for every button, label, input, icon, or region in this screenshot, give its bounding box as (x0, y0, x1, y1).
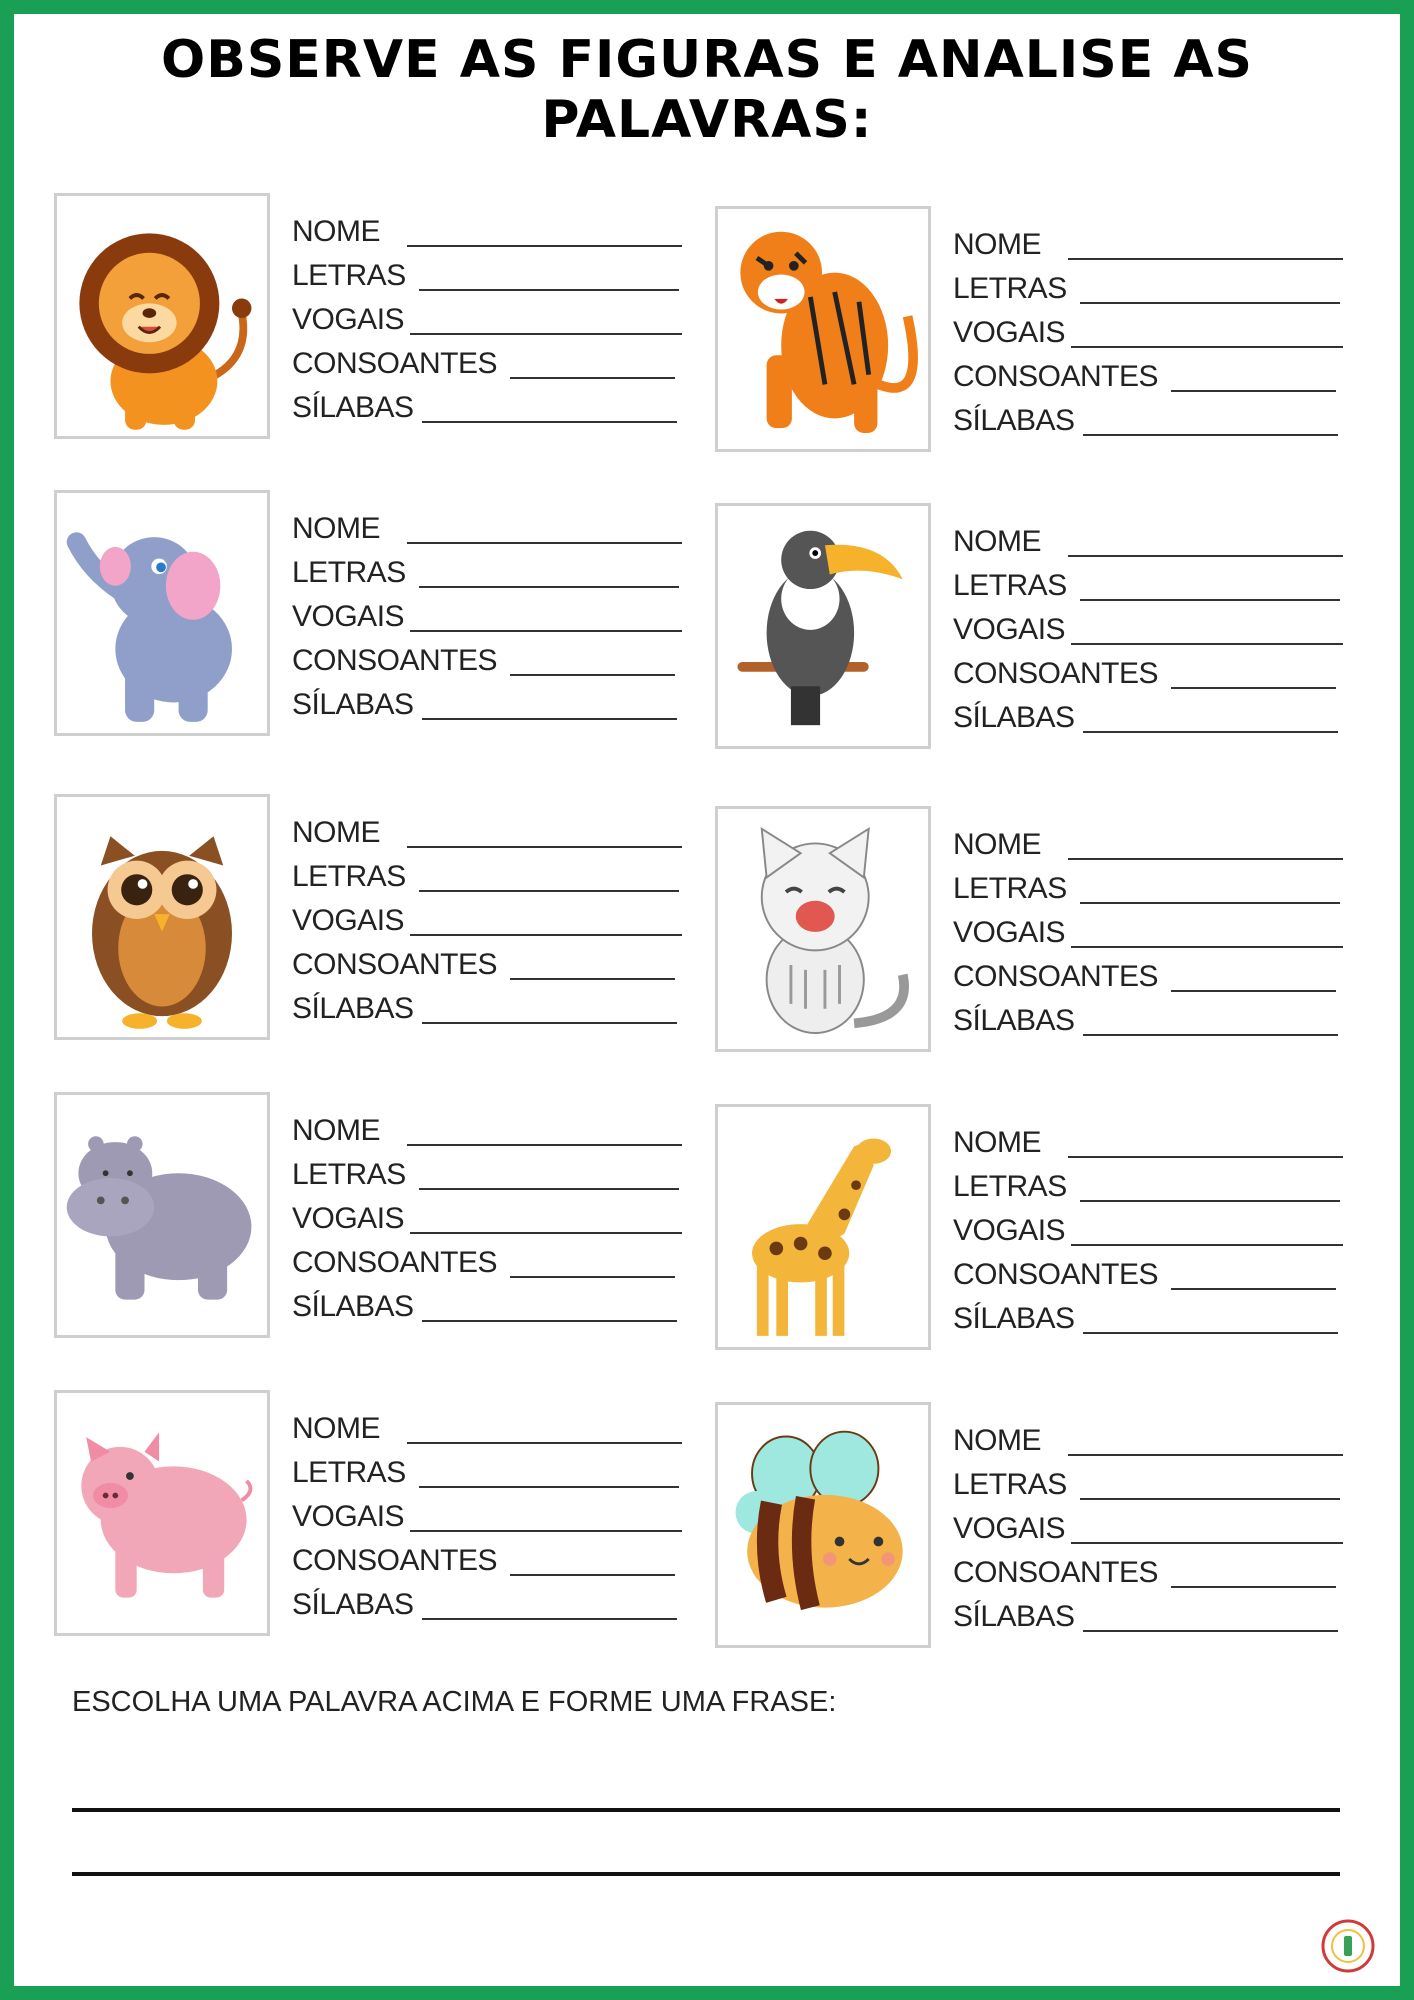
word-fields (953, 519, 1353, 739)
field-nome: NOME (292, 1406, 692, 1450)
word-fields (292, 810, 692, 1030)
field-nome: NOME (292, 810, 692, 854)
answer-line[interactable] (410, 630, 682, 632)
pig-icon (57, 1393, 267, 1633)
animal-picture (715, 1402, 931, 1648)
field-vogais: VOGAIS (292, 594, 692, 638)
field-consoantes: CONSOANTES (953, 954, 1353, 998)
answer-line[interactable] (410, 1232, 682, 1234)
sentence-line-1[interactable] (72, 1808, 1340, 1812)
sentence-line-2[interactable] (72, 1872, 1340, 1876)
answer-line[interactable] (1083, 1332, 1338, 1334)
field-silabas: SÍLABAS (292, 986, 692, 1030)
answer-line[interactable] (419, 890, 679, 892)
field-nome: NOME (953, 1418, 1353, 1462)
answer-line[interactable] (407, 846, 682, 848)
answer-line[interactable] (1080, 599, 1340, 601)
elephant-icon (57, 493, 267, 733)
animal-picture (54, 193, 270, 439)
animal-picture (715, 503, 931, 749)
answer-line[interactable] (422, 1022, 677, 1024)
giraffe-icon (718, 1107, 928, 1347)
field-letras: LETRAS (953, 866, 1353, 910)
answer-line[interactable] (1171, 990, 1336, 992)
answer-line[interactable] (510, 377, 675, 379)
tiger-icon (718, 209, 928, 449)
answer-line[interactable] (1068, 858, 1343, 860)
field-consoantes: CONSOANTES (953, 651, 1353, 695)
field-nome: NOME (953, 222, 1353, 266)
field-nome: NOME (953, 822, 1353, 866)
field-letras: LETRAS (953, 1462, 1353, 1506)
animal-picture (715, 806, 931, 1052)
word-fields (292, 1108, 692, 1328)
field-consoantes: CONSOANTES (953, 354, 1353, 398)
field-silabas: SÍLABAS (292, 385, 692, 429)
field-vogais: VOGAIS (953, 1506, 1353, 1550)
answer-line[interactable] (407, 542, 682, 544)
answer-line[interactable] (510, 1276, 675, 1278)
field-nome: NOME (953, 519, 1353, 563)
field-letras: LETRAS (292, 550, 692, 594)
answer-line[interactable] (1083, 1630, 1338, 1632)
answer-line[interactable] (1171, 1586, 1336, 1588)
owl-icon (57, 797, 267, 1037)
field-silabas: SÍLABAS (953, 1296, 1353, 1340)
answer-line[interactable] (422, 718, 677, 720)
word-fields (292, 506, 692, 726)
brand-logo-icon (1320, 1918, 1376, 1974)
field-nome: NOME (953, 1120, 1353, 1164)
field-letras: LETRAS (953, 1164, 1353, 1208)
answer-line[interactable] (1071, 946, 1343, 948)
field-vogais: VOGAIS (953, 310, 1353, 354)
answer-line[interactable] (1083, 731, 1338, 733)
answer-line[interactable] (1083, 434, 1338, 436)
answer-line[interactable] (419, 1188, 679, 1190)
answer-line[interactable] (422, 421, 677, 423)
field-consoantes: CONSOANTES (292, 1240, 692, 1284)
field-consoantes: CONSOANTES (292, 1538, 692, 1582)
answer-line[interactable] (422, 1618, 677, 1620)
answer-line[interactable] (1071, 643, 1343, 645)
answer-line[interactable] (1068, 258, 1343, 260)
field-letras: LETRAS (292, 253, 692, 297)
animal-picture (715, 1104, 931, 1350)
field-silabas: SÍLABAS (292, 1582, 692, 1626)
bee-icon (718, 1405, 928, 1645)
lion-icon (57, 196, 267, 436)
field-vogais: VOGAIS (292, 1196, 692, 1240)
field-nome: NOME (292, 1108, 692, 1152)
answer-line[interactable] (1080, 302, 1340, 304)
field-letras: LETRAS (292, 1450, 692, 1494)
field-consoantes: CONSOANTES (292, 341, 692, 385)
answer-line[interactable] (1080, 1498, 1340, 1500)
answer-line[interactable] (510, 978, 675, 980)
cat-icon (718, 809, 928, 1049)
answer-line[interactable] (1068, 1156, 1343, 1158)
answer-line[interactable] (407, 1442, 682, 1444)
field-letras: LETRAS (953, 266, 1353, 310)
answer-line[interactable] (1080, 1200, 1340, 1202)
hippo-icon (57, 1095, 267, 1335)
word-fields (953, 1120, 1353, 1340)
field-vogais: VOGAIS (292, 898, 692, 942)
answer-line[interactable] (422, 1320, 677, 1322)
answer-line[interactable] (510, 674, 675, 676)
animal-picture (715, 206, 931, 452)
animal-picture (54, 1092, 270, 1338)
word-fields (953, 822, 1353, 1042)
word-fields (292, 209, 692, 429)
field-vogais: VOGAIS (953, 910, 1353, 954)
page-title: OBSERVE AS FIGURAS E ANALISE AS PALAVRAS: (160, 30, 1254, 150)
field-silabas: SÍLABAS (953, 695, 1353, 739)
answer-line[interactable] (1068, 555, 1343, 557)
answer-line[interactable] (1080, 902, 1340, 904)
answer-line[interactable] (407, 1144, 682, 1146)
word-fields (953, 222, 1353, 442)
field-letras: LETRAS (292, 854, 692, 898)
answer-line[interactable] (407, 245, 682, 247)
sentence-prompt: ESCOLHA UMA PALAVRA ACIMA E FORME UMA FRASE: (72, 1686, 837, 1718)
word-fields (292, 1406, 692, 1626)
field-nome: NOME (292, 209, 692, 253)
field-vogais: VOGAIS (292, 297, 692, 341)
field-letras: LETRAS (292, 1152, 692, 1196)
field-silabas: SÍLABAS (292, 1284, 692, 1328)
answer-line[interactable] (410, 934, 682, 936)
toucan-icon (718, 506, 928, 746)
answer-line[interactable] (510, 1574, 675, 1576)
field-nome: NOME (292, 506, 692, 550)
field-vogais: VOGAIS (953, 607, 1353, 651)
answer-line[interactable] (1071, 346, 1343, 348)
field-silabas: SÍLABAS (292, 682, 692, 726)
field-silabas: SÍLABAS (953, 398, 1353, 442)
answer-line[interactable] (1071, 1244, 1343, 1246)
field-vogais: VOGAIS (292, 1494, 692, 1538)
answer-line[interactable] (419, 1486, 679, 1488)
answer-line[interactable] (1171, 1288, 1336, 1290)
field-silabas: SÍLABAS (953, 1594, 1353, 1638)
field-silabas: SÍLABAS (953, 998, 1353, 1042)
field-consoantes: CONSOANTES (953, 1252, 1353, 1296)
animal-picture (54, 1390, 270, 1636)
answer-line[interactable] (419, 289, 679, 291)
answer-line[interactable] (1171, 390, 1336, 392)
field-consoantes: CONSOANTES (292, 638, 692, 682)
answer-line[interactable] (410, 333, 682, 335)
answer-line[interactable] (1071, 1542, 1343, 1544)
answer-line[interactable] (410, 1530, 682, 1532)
animal-picture (54, 490, 270, 736)
field-letras: LETRAS (953, 563, 1353, 607)
answer-line[interactable] (1083, 1034, 1338, 1036)
answer-line[interactable] (1068, 1454, 1343, 1456)
field-vogais: VOGAIS (953, 1208, 1353, 1252)
field-consoantes: CONSOANTES (953, 1550, 1353, 1594)
word-fields (953, 1418, 1353, 1638)
answer-line[interactable] (1171, 687, 1336, 689)
field-consoantes: CONSOANTES (292, 942, 692, 986)
animal-picture (54, 794, 270, 1040)
answer-line[interactable] (419, 586, 679, 588)
